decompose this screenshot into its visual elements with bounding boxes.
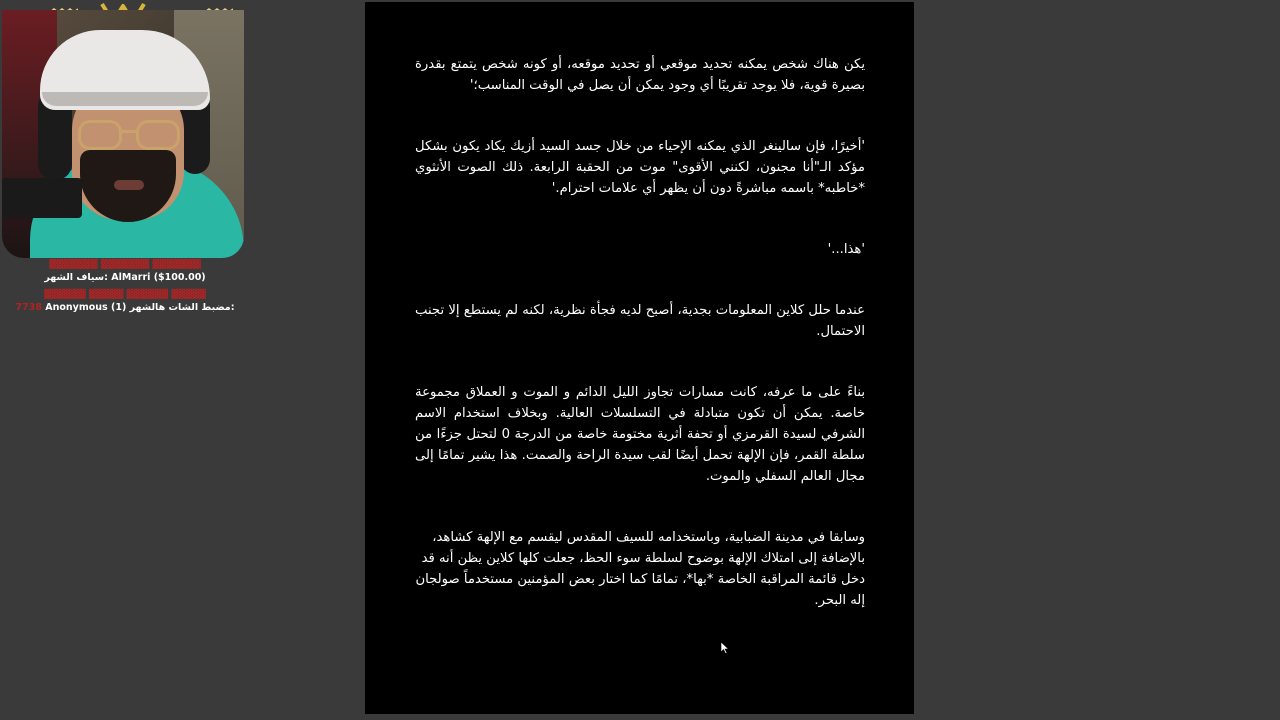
microphone-icon <box>2 178 82 218</box>
paragraph-2: 'أخيرًا، فإن سالينغر الذي يمكنه الإحياء من خلال جسد السيد أزيك يكاد يكون بشكل مؤكد الـ"أنا مجنون، لكنني الأقوى" موت من الحقبة الرابعة. ذلك الصوت الأنثوي *خاطبه* باسمه مباشرةً دون أن يظهر أي علامات احترام.' <box>415 139 865 196</box>
mouse-cursor-icon <box>721 639 729 658</box>
paragraph-6: وسابقا في مدينة الضبابية، وباستخدامه للسيف المقدس ليقسم مع الإلهة كشاهد، بالإضافة إلى امتلاك الإلهة بوضوح لسلطة سوء الحظ، جعلت كلها كلاين يظن أنه قد دخل قائمة المراقبة الخاصة *بها*، تمامًا كما اختار بعض المؤمنين مستخدماً صولجان إله البحر. <box>415 530 865 608</box>
top-subscriber-value: AlMarri ($100.00) <box>111 272 206 283</box>
chat-prefix: 7738 <box>15 302 42 313</box>
subscriber-line-1: ▓▓▓▓▓▓▓ ▓▓▓▓▓▓▓ ▓▓▓▓▓▓▓ <box>49 260 201 270</box>
paragraph-5: بناءً على ما عرفه، كانت مسارات تجاوز الليل الدائم و الموت و العملاق مجموعة خاصة. يمكن أن تكون متبادلة في التسلسلات العالية. وبخلاف استخدام الاسم الشرفي لسيدة القرمزي أو تحفة أثرية مختومة خاصة من الدرجة 0 لتحتل جزءًا من سلطة القمر، فإن الإلهة تحمل أيضًا لقب سيدة الراحة والصمت. هذا يشير تمامًا إلى مجال العالم السفلي والموت. <box>415 385 865 484</box>
paragraph-4: عندما حلل كلاين المعلومات بجدية، أصبح لديه فجأة نظرية، لكنه لم يستطع إلا تجنب الاحتمال. <box>415 303 865 339</box>
chat-label: مضبط الشات هالشهر: <box>129 302 235 313</box>
top-subscriber-label: سياف الشهر: <box>44 272 108 283</box>
webcam-overlay <box>0 0 250 330</box>
webcam-feed <box>2 10 244 258</box>
chat-top-line <box>0 302 250 314</box>
chat-value: Anonymous (1) <box>45 302 127 313</box>
subscriber-line-3: ▓▓▓▓▓▓ ▓▓▓▓▓ ▓▓▓▓▓▓ ▓▓▓▓▓ <box>44 290 206 300</box>
top-subscriber-line <box>0 272 250 284</box>
document-content <box>415 54 865 651</box>
paragraph-1: يكن هناك شخص يمكنه تحديد موقعي أو تحديد موقعه، أو كونه شخص يتمتع بقدرة بصيرة قوية، فلا يوجد تقريبًا أي وجود يمكن أن يصل في الوقت المناسب؛' <box>415 57 865 93</box>
document-page[interactable] <box>365 2 914 714</box>
paragraph-3: 'هذا...' <box>827 242 865 257</box>
